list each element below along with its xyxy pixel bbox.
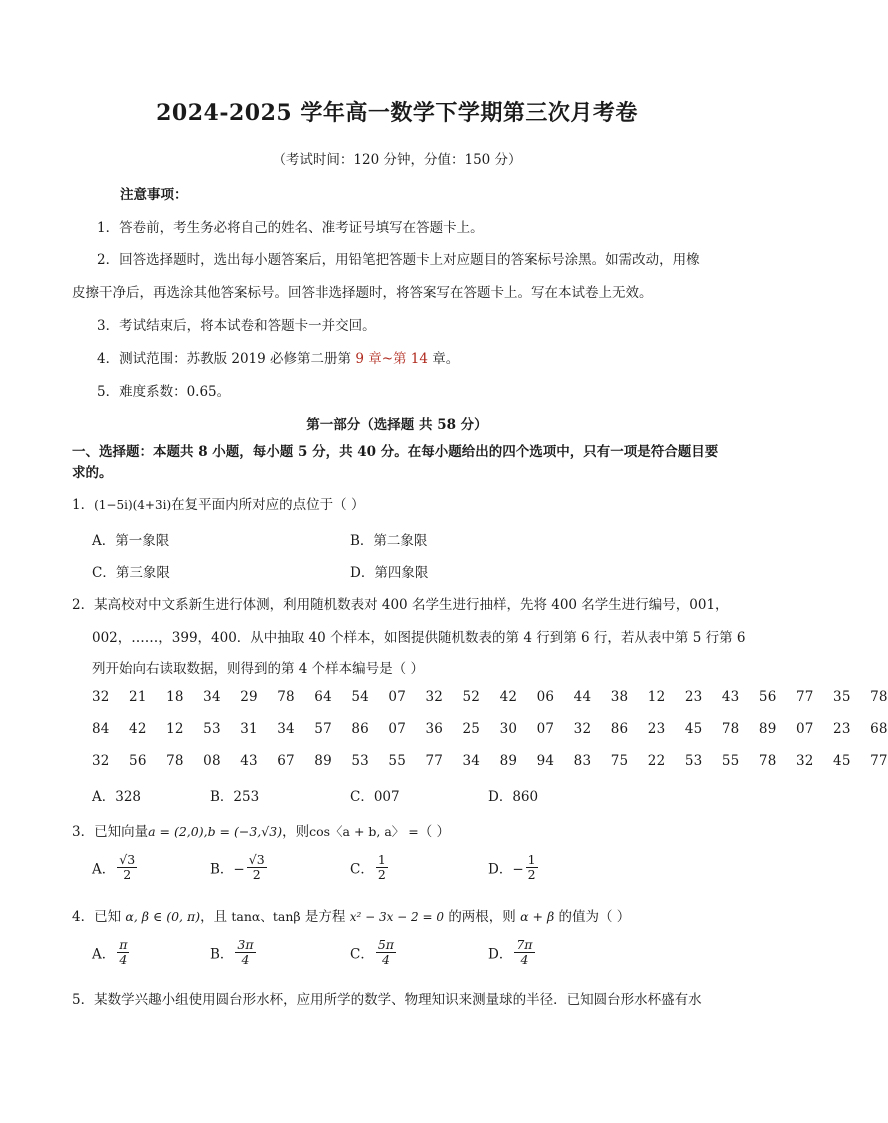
q3-vector-b: b = (−3,√3) (207, 824, 283, 839)
section-instructions-line-1: 一、选择题：本题共 8 小题，每小题 5 分，共 40 分。在每小题给出的四个选项中，只有一项是符合题目要 (72, 444, 719, 460)
notice-item-1: 1．答卷前，考生务必将自己的姓名、准考证号填写在答题卡上。 (97, 220, 484, 236)
q2-option-c: C．007 (350, 789, 400, 805)
q3-option-b: B．− $\frac{√3}{2}$ (210, 852, 265, 882)
notice-item-5: 5．难度系数：0.65。 (97, 384, 231, 400)
question-3: 3．已知向量a = (2,0),b = (−3,√3)，则cos〈a + b, a〉 =（ ） (72, 824, 451, 840)
question-2-line-1: 2．某高校对中文系新生进行体测，利用随机数表对 400 名学生进行抽样，先将 400 名学生进行编号，001， (72, 597, 729, 613)
q4-option-b: B． $\frac{3\pi}{4}$ (210, 937, 254, 967)
question-4: 4．已知 α, β ∈ (0, π)，且 tanα、tanβ 是方程 x² − 3x − 2 = 0 的两根，则 α + β 的值为（ ） (72, 909, 631, 925)
question-5-line-1: 5．某数学兴趣小组使用圆台形水杯，应用所学的数学、物理知识来测量球的半径．已知圆台形水杯盛有水 (72, 992, 702, 1008)
q3-option-c: C． $\frac{1}{2}$ (350, 852, 386, 882)
notice-item-3: 3．考试结束后，将本试卷和答题卡一并交回。 (97, 318, 376, 334)
q3-option-d: D．− $\frac{1}{2}$ (488, 852, 536, 882)
q3-vector-a: a = (2,0), (148, 824, 208, 839)
q4-condition: α, β ∈ (0, π) (125, 909, 201, 924)
section-instructions-line-2: 求的。 (72, 465, 113, 481)
q1-expression: (1−5i)(4+3i) (94, 498, 172, 512)
random-table-row-5: 84 42 12 53 31 34 57 86 07 36 25 30 07 32 86 23 45 78 89 07 23 68 (92, 721, 888, 737)
q1-option-c: C．第三象限 (92, 565, 170, 581)
q2-option-b: B．253 (210, 789, 260, 805)
notice-item-2-line-2: 皮擦干净后，再选涂其他答案标号。回答非选择题时，将答案写在答题卡上。写在本试卷上无效。 (72, 285, 653, 301)
part1-heading: 第一部分（选择题 共 58 分） (306, 417, 488, 433)
chapter-start: 9 (351, 351, 369, 367)
random-table-row-4: 32 21 18 34 29 78 64 54 07 32 52 42 06 44 38 12 23 43 56 77 35 78 (92, 689, 888, 705)
exam-subtitle: （考试时间：120 分钟，分值：150 分） (272, 152, 522, 168)
q4-option-c: C． $\frac{5\pi}{4}$ (350, 937, 395, 967)
q1-option-d: D．第四象限 (350, 565, 429, 581)
chapter-end: 14 (406, 351, 433, 367)
notice-item-4: 4．测试范围：苏教版 2019 必修第二册第 9 章~第 14 章。 (97, 351, 460, 367)
notice-item-2-line-1: 2．回答选择题时，选出每小题答案后，用铅笔把答题卡上对应题目的答案标号涂黑。如需改动，用橡 (97, 252, 700, 268)
q2-option-a: A．328 (92, 789, 142, 805)
q4-equation: x² − 3x − 2 = 0 (349, 910, 445, 924)
q1-option-a: A．第一象限 (92, 533, 170, 549)
q1-option-b: B．第二象限 (350, 533, 428, 549)
random-table-row-6: 32 56 78 08 43 67 89 53 55 77 34 89 94 83 75 22 53 55 78 32 45 77 (92, 753, 888, 769)
q4-option-d: D． $\frac{7\pi}{4}$ (488, 937, 533, 967)
question-2-line-2: 002，……，399，400．从中抽取 40 个样本，如图提供随机数表的第 4 行到第 6 行，若从表中第 5 行第 6 (92, 630, 746, 646)
q4-sum: α + β (520, 909, 555, 924)
q3-option-a: A． $\frac{√3}{2}$ (92, 852, 136, 882)
question-2-line-3: 列开始向右读取数据，则得到的第 4 个样本编号是（ ） (92, 661, 424, 677)
notice-heading: 注意事项： (120, 187, 188, 203)
q3-cos-expression: cos〈a + b, a〉 = (309, 824, 419, 839)
q4-option-a: A． $\frac{\pi}{4}$ (92, 937, 128, 967)
question-1: 1．(1−5i)(4+3i)在复平面内所对应的点位于（ ） (72, 497, 365, 513)
q4-tan: tanα、tanβ (231, 909, 301, 924)
exam-title: 2024-2025 学年高一数学下学期第三次月考卷 (156, 100, 638, 126)
q2-option-d: D．860 (488, 789, 539, 805)
